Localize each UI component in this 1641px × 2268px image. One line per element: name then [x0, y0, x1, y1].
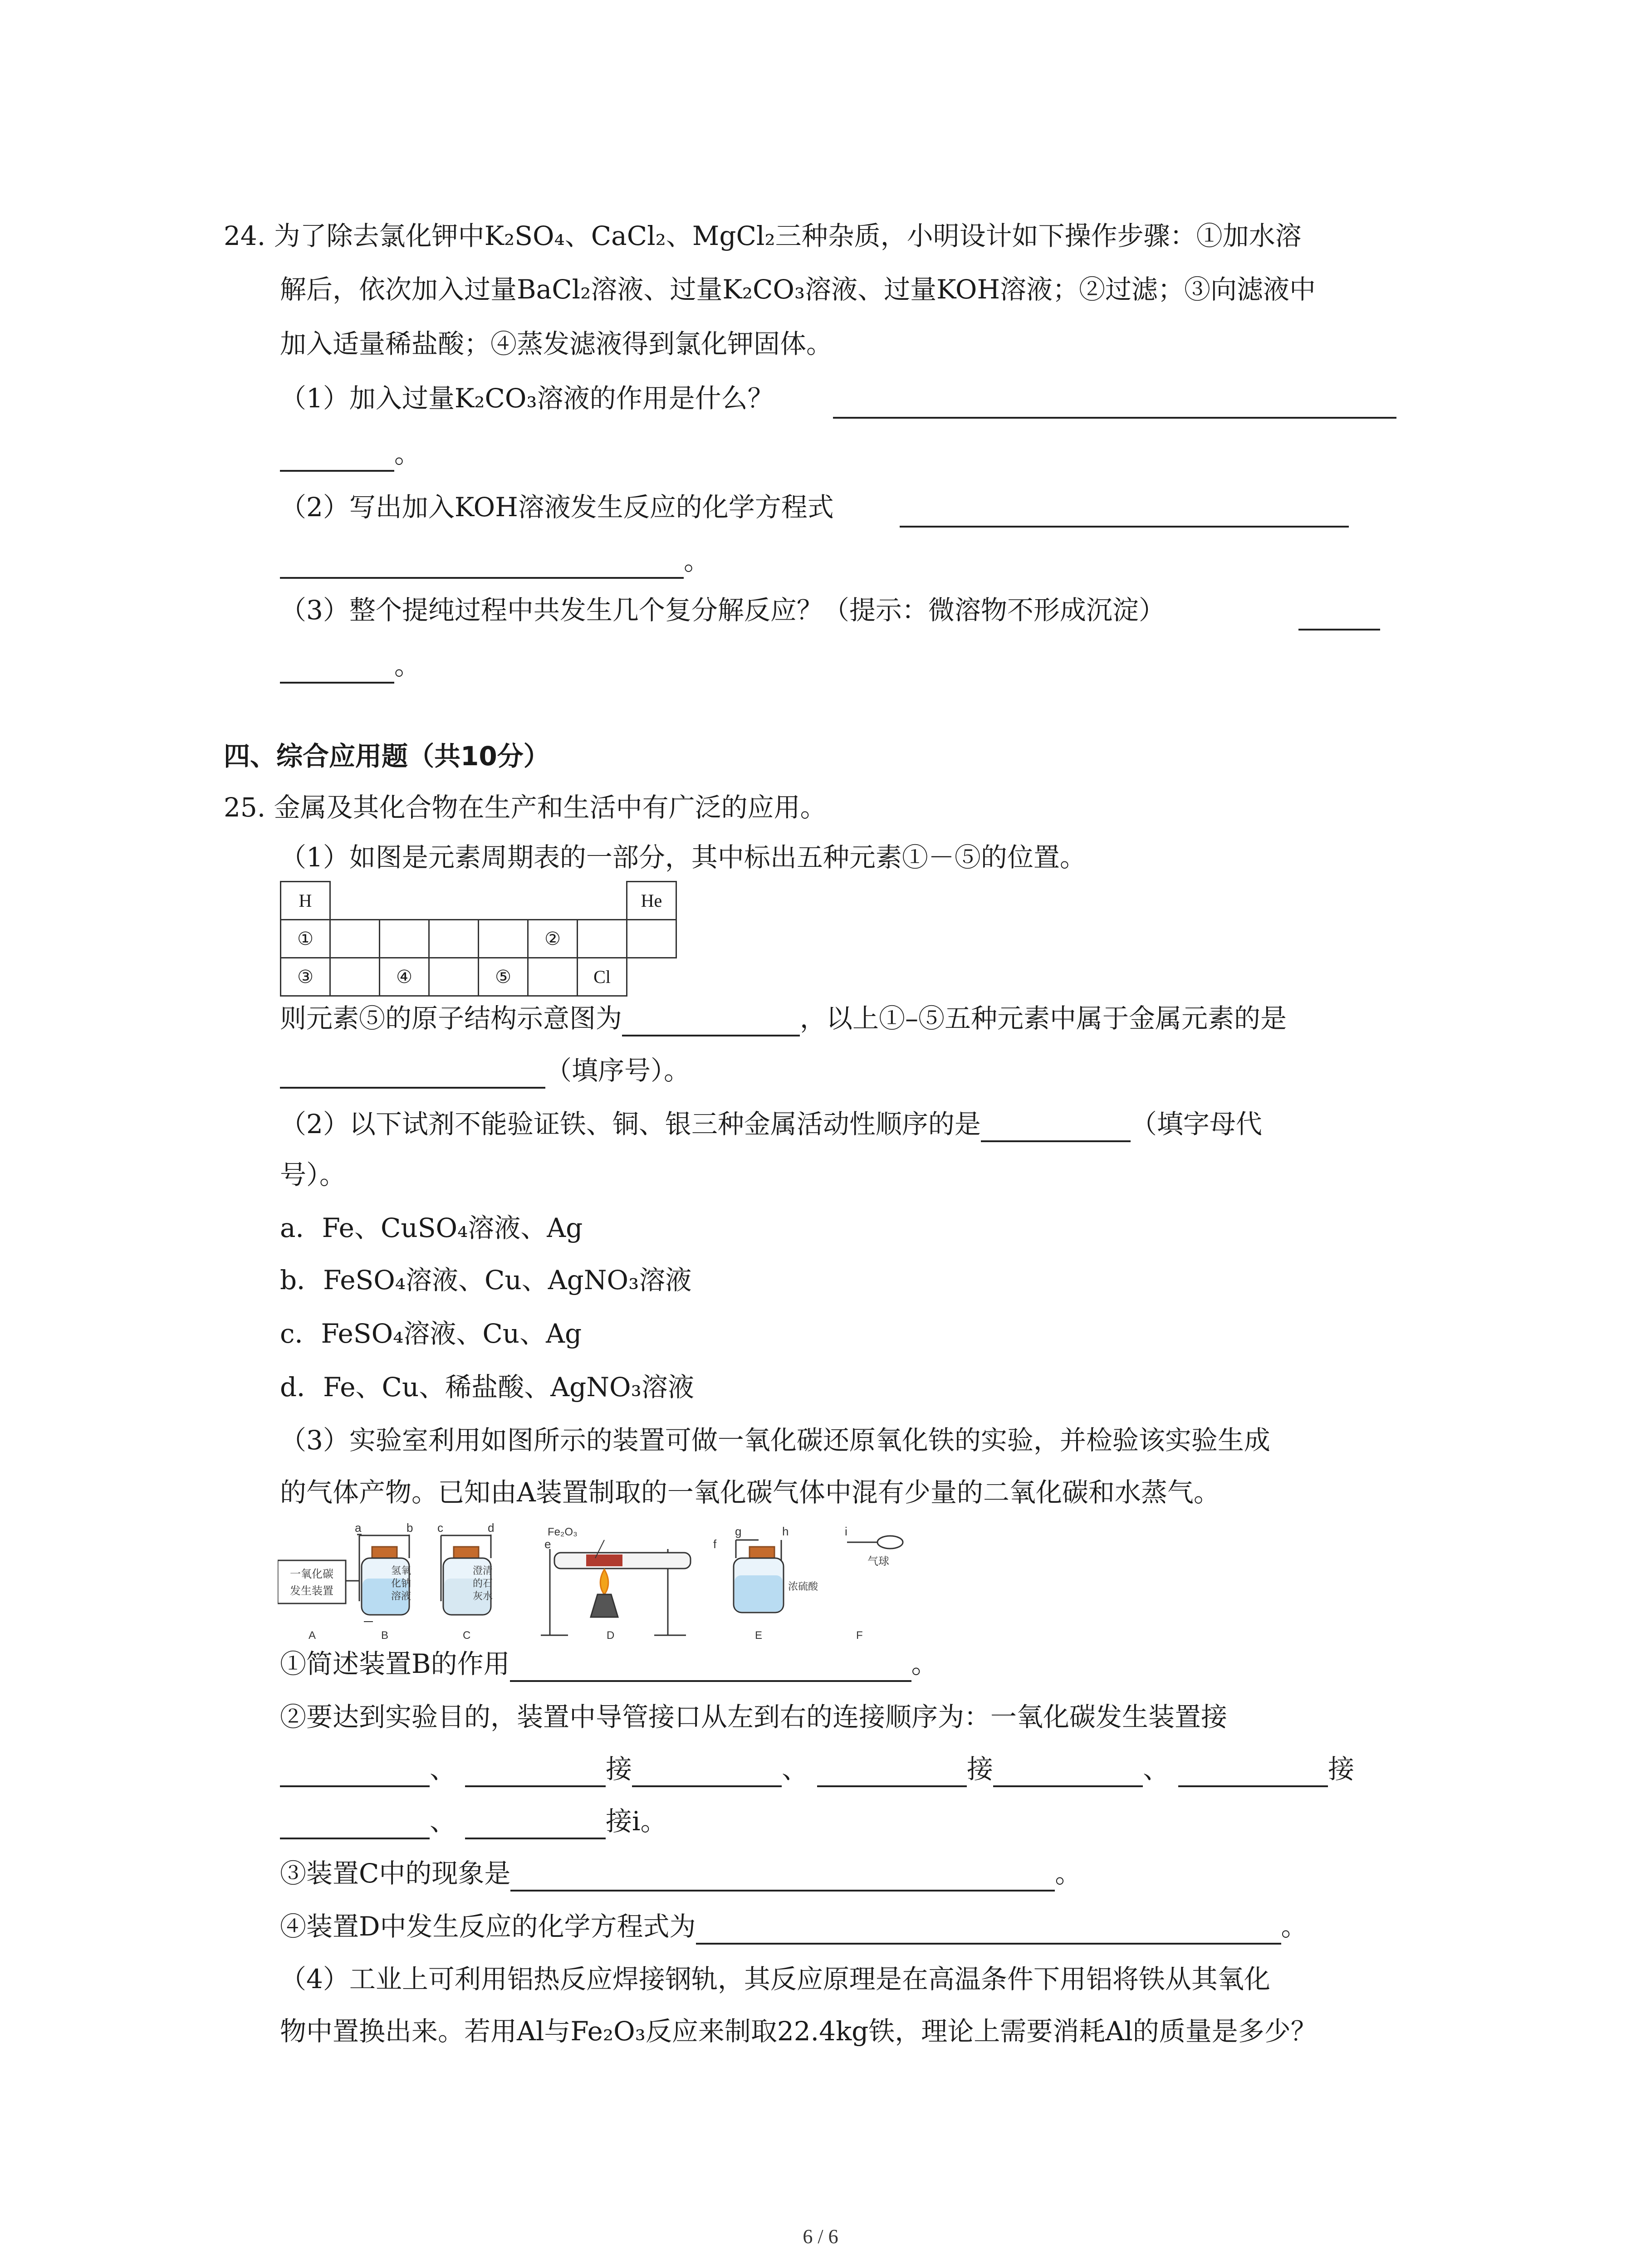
cell-element-1: ① [281, 920, 330, 958]
q25-p4-line2: 物中置换出来。若用Al与Fe₂O₃反应来制取22.4kg铁，理论上需要消耗Al的质量是多少？ [280, 2016, 1317, 2047]
port-i: i [845, 1525, 847, 1538]
port-b: b [407, 1522, 413, 1535]
q25-p4-line1: （4）工业上可利用铝热反应焊接钢轨，其反应原理是在高温条件下用铝将铁从其氧化 [280, 1964, 1270, 1994]
bottle-E [734, 1525, 818, 1613]
q24-stem-line2: 解后，依次加入过量BaCl₂溶液、过量K₂CO₃溶液、过量KOH溶液；②过滤；③向滤液中 [280, 274, 1316, 305]
q24-sub3-answer-line2[interactable] [280, 654, 394, 684]
letter-E: E [755, 1629, 763, 1642]
cell-element-4: ④ [380, 958, 429, 996]
q25-p1-answer-structure[interactable] [622, 1007, 800, 1036]
letter-C: C [463, 1629, 471, 1642]
blank-2[interactable] [465, 1757, 606, 1787]
q25-p1-question-cont: （填序号）。 [280, 1052, 690, 1089]
c-label-3: 灰水 [473, 1590, 493, 1602]
port-h: h [782, 1525, 789, 1538]
q25-p3-line1: （3）实验室利用如图所示的装置可做一氧化碳还原氧化铁的实验，并检验该实验生成 [280, 1425, 1270, 1456]
bottle-B [355, 1522, 413, 1622]
q25-p3-q4: ④装置D中发生反应的化学方程式为 。 [280, 1908, 1308, 1945]
c-label-1: 澄清 [473, 1565, 493, 1576]
fe2o3-label: Fe₂O₃ [548, 1526, 578, 1538]
option-b: b．FeSO₄溶液、Cu、AgNO₃溶液 [280, 1265, 692, 1295]
q24-stem-line1: 24. 为了除去氯化钾中K₂SO₄、CaCl₂、MgCl₂三种杂质，小明设计如下操作步骤：①加水溶 [224, 220, 1302, 251]
q24-sub2-answer-line[interactable] [900, 498, 1349, 528]
cell-gap [330, 882, 627, 920]
q25-p3-q2-blanks-2: 、 接i。 [280, 1803, 667, 1839]
q25-p3-q2-blanks-1: 、 接 、 接 、 接 [280, 1751, 1354, 1787]
q25-p3-q1-answer[interactable] [510, 1652, 911, 1682]
q25-p3-q3: ③装置C中的现象是 。 [280, 1855, 1081, 1892]
q24-sub2 [280, 489, 834, 525]
f-label: 气球 [867, 1555, 889, 1568]
q24-sub1-answer-line[interactable] [833, 389, 1396, 419]
q25-p3-q2: ②要达到实验目的，装置中导管接口从左到右的连接顺序为：一氧化碳发生装置接 [280, 1701, 1228, 1732]
q25-p3-q4-answer[interactable] [696, 1915, 1281, 1945]
letter-D: D [607, 1629, 615, 1642]
box-label-1: 一氧化碳 [290, 1568, 333, 1580]
port-a: a [355, 1522, 362, 1535]
bottle-C [437, 1522, 494, 1615]
q24-sub3-answer-line[interactable] [1298, 601, 1380, 631]
option-d: d．Fe、Cu、稀盐酸、AgNO₃溶液 [280, 1372, 694, 1403]
q25-p1-answer-metals[interactable] [280, 1059, 545, 1089]
balloon-F [845, 1525, 903, 1568]
c-label-2: 的石 [473, 1578, 493, 1589]
cell-element-2: ② [528, 920, 578, 958]
q25-p2-question: （2）以下试剂不能验证铁、铜、银三种金属活动性顺序的是 （填字母代 [280, 1106, 1262, 1142]
q24-sub2-text: （2）写出加入KOH溶液发生反应的化学方程式 [280, 492, 834, 523]
page-number: 6 / 6 [803, 2225, 838, 2248]
port-e: e [544, 1537, 551, 1551]
q25-p1-intro: （1）如图是元素周期表的一部分，其中标出五种元素①－⑤的位置。 [280, 842, 1086, 873]
q25-p3-line2: 的气体产物。已知由A装置制取的一氧化碳气体中混有少量的二氧化碳和水蒸气。 [280, 1477, 1220, 1508]
apparatus-figure [278, 1522, 922, 1644]
blank-6[interactable] [1178, 1757, 1328, 1787]
e-label: 浓硫酸 [788, 1581, 818, 1592]
q25-stem: 25. 金属及其化合物在生产和生活中有广泛的应用。 [224, 792, 827, 823]
letter-F: F [856, 1629, 863, 1642]
q24-stem-line3: 加入适量稀盐酸；④蒸发滤液得到氯化钾固体。 [280, 328, 833, 359]
periodic-row-3 [281, 958, 676, 996]
cell-He: He [627, 882, 676, 920]
cell-element-5: ⑤ [479, 958, 528, 996]
option-a: a．Fe、CuSO₄溶液、Ag [280, 1212, 583, 1243]
q24-sub3 [280, 592, 1165, 628]
q24-sub1-answer-line2[interactable] [280, 442, 394, 472]
b-label-2: 化钠 [391, 1578, 411, 1589]
option-c: c．FeSO₄溶液、Cu、Ag [280, 1318, 582, 1349]
tube-D [541, 1526, 717, 1635]
port-d: d [488, 1522, 495, 1535]
q24-sub3-text: （3）整个提纯过程中共发生几个复分解反应？（提示：微溶物不形成沉淀） [280, 595, 1165, 626]
section-title: 四、综合应用题（共10分） [224, 741, 550, 772]
port-g: g [735, 1525, 742, 1538]
q25-p2-cont: 号）。 [280, 1159, 346, 1190]
letter-B: B [381, 1629, 389, 1642]
blank-5[interactable] [993, 1757, 1143, 1787]
q25-p3-q1: ①简述装置B的作用 。 [280, 1646, 938, 1682]
q24-sub1 [280, 380, 774, 416]
blank-7[interactable] [280, 1809, 430, 1839]
blank-8[interactable] [465, 1809, 606, 1839]
blank-1[interactable] [280, 1757, 430, 1787]
port-c: c [437, 1522, 443, 1535]
periodic-table-excerpt [280, 881, 677, 997]
cell-element-3: ③ [281, 958, 330, 996]
periodic-row-1 [281, 882, 676, 920]
b-label-3: 溶液 [391, 1590, 411, 1602]
b-label-1: 氢氧 [391, 1565, 411, 1576]
q25-p2-answer[interactable] [981, 1112, 1131, 1142]
q24-sub2-cont: 。 [280, 543, 710, 579]
port-f: f [713, 1537, 717, 1551]
blank-4[interactable] [817, 1757, 967, 1787]
cell-Cl: Cl [578, 958, 627, 996]
q24-sub1-cont: 。 [280, 435, 421, 472]
q24-sub3-cont: 。 [280, 647, 421, 684]
q24-sub2-answer-line2[interactable] [280, 549, 684, 579]
cell-H: H [281, 882, 330, 920]
box-label-2: 发生装置 [290, 1585, 333, 1597]
q24-sub1-text: （1）加入过量K₂CO₃溶液的作用是什么？ [280, 383, 774, 414]
q25-p1-question: 则元素⑤的原子结构示意图为 ，以上①–⑤五种元素中属于金属元素的是 [280, 1000, 1287, 1036]
q25-p3-q3-answer[interactable] [510, 1862, 1055, 1892]
periodic-row-2 [281, 920, 676, 958]
letter-A: A [309, 1629, 316, 1642]
blank-3[interactable] [632, 1757, 782, 1787]
